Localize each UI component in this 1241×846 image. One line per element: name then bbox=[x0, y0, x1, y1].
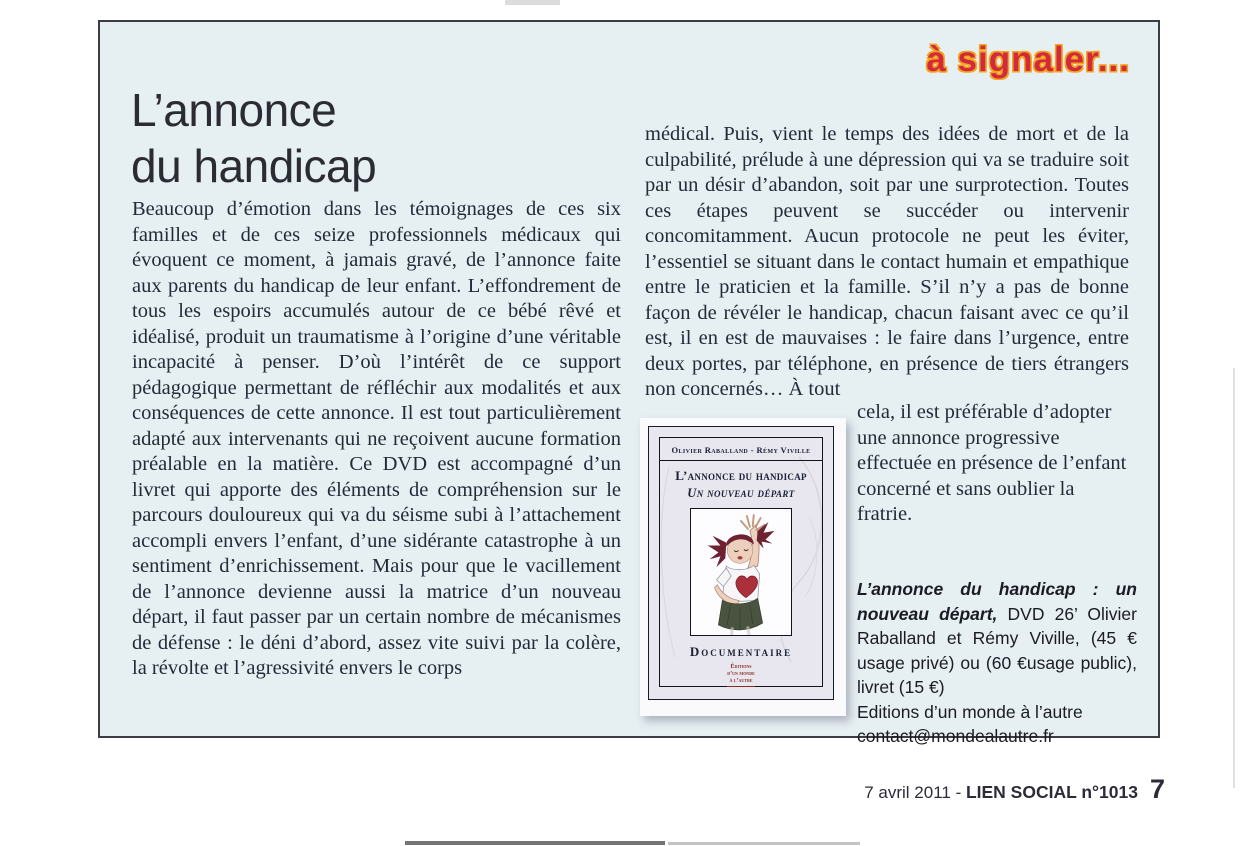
dvd-genre: Documentaire bbox=[689, 644, 793, 659]
article-right-column-continuation: cela, il est préférable d’adopter une annonce progressive effectuée en présence de l’enfant concerné et sans oublier la fratrie. bbox=[857, 401, 1127, 525]
footer-date: 7 avril 2011 - bbox=[864, 783, 966, 802]
footer-page-number: 7 bbox=[1149, 774, 1165, 804]
dvd-caption bbox=[857, 577, 1137, 749]
dvd-cover-frame bbox=[659, 437, 823, 687]
article-title bbox=[131, 82, 376, 194]
footer-issue: LIEN SOCIAL n°1013 bbox=[965, 782, 1138, 802]
caption-publisher: Editions d’un monde à l’autre bbox=[857, 701, 1083, 722]
publisher-line: d’un monde bbox=[727, 671, 755, 677]
dvd-subtitle: Un nouveau départ bbox=[687, 486, 795, 500]
dvd-cover-photo bbox=[640, 418, 846, 716]
scan-artifact bbox=[668, 842, 860, 845]
scan-artifact bbox=[1233, 368, 1235, 788]
article-right-column: médical. Puis, vient le temps des idées de mort et de la culpabilité, prélude à une dépression qui va se traduire soit par un désir d’abandon, soit par une surprotection. Toutes ces étapes peuvent se succéder ou intervenir concomitamment. Aucun protocole ne peut les éviter, l’essentiel se situant dans le contact humain et empathique entre le praticien et la famille. S’il n’y a pas de bonne façon de révéler le handicap, chacun faisant avec ce qu’il est, il en est de mauvaises : le faire dans l’urgence, entre deux portes, par téléphone, en présence de tiers étrangers non concernés… À tout bbox=[645, 123, 1129, 400]
article-left-column: Beaucoup d’émotion dans les témoignages de ces six familles et de ces seize professionnels médicaux qui évoquent ce moment, à jamais gravé, de l’annonce faite aux parents du handicap de leur enfant. L’effondrement de tous les espoirs accumulés autour de ce bébé rêvé et idéalisé, produit un traumatisme à l’origine d’une véritable incapacité à penser. D’où l’intérêt de ce support pédagogique permettant de réfléchir aux modalités et aux conséquences de cette annonce. Il est tout particulièrement adapté aux intervenants qui ne reçoivent aucune formation préalable en la matière. Ce DVD est accompagné d’un livret qui apporte des éléments de compréhension sur le parcours douloureux qui va du séisme subi à l’attachement accompli envers l’enfant, d’une sidérante catastrophe à un sentiment d’enrichissement. Mais pour que le vacillement de l’annonce devienne aussi la matrice d’un nouveau départ, il faut passer par un certain nombre de mécanismes de défense : le déni d’abord, assez vite suivi par la colère, la révolte et l’agressivité envers le corps bbox=[132, 198, 621, 679]
publisher-line: à l’autre bbox=[729, 678, 753, 684]
dvd-authors: Olivier Raballand - Rémy Viville bbox=[671, 445, 811, 455]
scan-artifact bbox=[405, 841, 665, 845]
dvd-girl-illustration bbox=[690, 508, 792, 636]
caption-details: DVD 26’ Olivier Raballand et Rémy Viville, (45 € usage privé) ou (60 €usage public), livret (15 €) bbox=[857, 603, 1137, 697]
caption-title: L’annonce du handicap : un nouveau départ, bbox=[857, 579, 1137, 624]
article-title-line2: du handicap bbox=[131, 140, 377, 192]
section-label: à signaler... bbox=[926, 40, 1130, 79]
scan-artifact bbox=[505, 0, 560, 5]
dvd-title: L’annonce du handicap bbox=[675, 468, 807, 483]
caption-email: contact@mondealautre.fr bbox=[857, 726, 1054, 746]
dvd-publisher-logo bbox=[727, 664, 755, 687]
caption-main bbox=[857, 577, 1137, 700]
divider-line bbox=[660, 460, 822, 461]
page-footer bbox=[864, 774, 1165, 805]
publisher-line: Éditions bbox=[730, 664, 752, 670]
dvd-cover bbox=[648, 426, 834, 700]
article-title-line1: L’annonce bbox=[131, 84, 337, 136]
